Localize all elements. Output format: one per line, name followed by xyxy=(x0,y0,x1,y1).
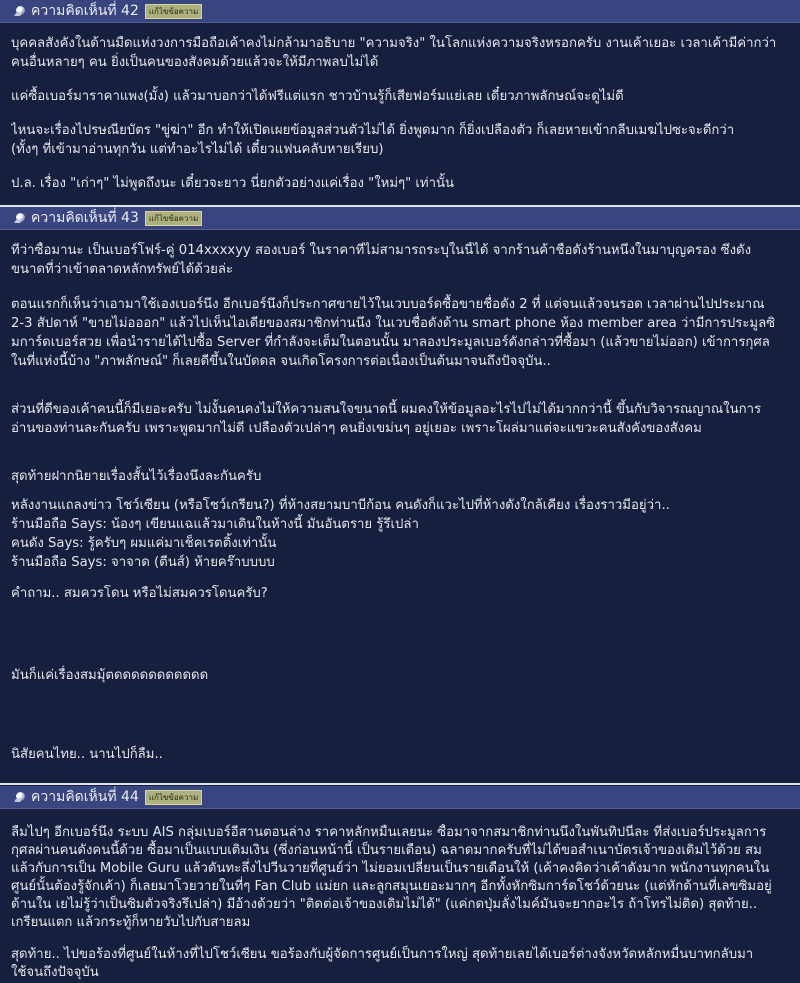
comment-line xyxy=(11,439,800,449)
comment-line: บุคคลสังคังในด้านมืดแห่งวงการมือถือเค้าคงไม่กล้ามาอธิบาย "ความจริง" ในโลกแห่งความจริงหรอกครับ งานเค้าเยอะ เวลาเค้ามีค่ากว่า xyxy=(11,36,777,51)
comment-line: ไหนจะเรื่องไปรษณียบัตร "ขู่ฆ่า" อีก ทำให้เปิดเผยข้อมูลส่วนตัวไม่ได้ ยิ่งพูดมาก ก็ยิ่งเปลืองตัว ก็เลยหายเข้ากลีบเมฆไปซะจะดีกว่า xyxy=(11,123,735,138)
comment-divider xyxy=(0,783,800,785)
comment-line: ศูนย์นั้นต้องรู้จักเค้า) ก็เลยมาโวยวายในที่ๆ Fan Club แม่ยก และลูกสมุนเยอะมากๆ อีกทั้งหักซิมการ์ดโชว์ด้วยนะ (แต่หักด้านที่เลขซิมอยู่ xyxy=(11,879,772,894)
comment-title: ความคิดเห็นที่ 43 xyxy=(31,210,139,226)
comment-bubble-icon xyxy=(15,791,27,803)
comment-line: สุดท้ายฝากนิยายเรื่องสั้นไว้เรื่องนึงละกันครับ xyxy=(11,469,262,484)
comment-line: มการ์ดเบอร์สวย เพื่อนำรายได้ไปซื้อ Server ที่กำลังจะเต็มในตอนนั้น มาลองประมูลเบอร์ดังกล่าวที่ซื้อมา (แล้วขายไม่ออก) เข้าการกุศล xyxy=(11,335,770,350)
comment-line xyxy=(11,646,800,667)
comment-line: ขนาดที่ว่าเข้าตลาดหลักทรัพย์ได้ด้วยล่ะ xyxy=(11,262,234,277)
comment-line: คนดัง Says: รู้ครับๆ ผมแค่มาเช็คเรตติ้งเท่านั้น xyxy=(11,536,277,551)
comment-line xyxy=(11,72,800,87)
comment-line: (ทั้งๆ ที่เข้ามาอ่านทุกวัน แต่ทำอะไรไม่ได้ เดี๋ยวแฟนคลับหายเรียบ) xyxy=(11,142,384,157)
comment-line xyxy=(11,280,800,296)
comment-line: กุศลผ่านคนดังคนนี้ด้วย ซื้อมาเป็นแบบเติมเงิน (ซึ่งก่อนหน้านี้ เป็นรายเดือน) ฉลาดมากครับที่ไม่ได้ขอสำเนาบัตรเจ้าของเดิมไว้ด้วย สม xyxy=(11,843,762,858)
comment-line xyxy=(11,604,800,625)
comment-bubble-icon xyxy=(15,212,27,224)
comment-line xyxy=(11,726,800,746)
comment-line: เกรียนแตก แล้วกระทู้ก็หายวับไปกับสายลม xyxy=(11,915,251,930)
comment-line: ในที่แห่งนี้บ้าง "ภาพลักษณ์" ก็เลยดีขึ้นในบัดดล จนเกิดโครงการต่อเนื่องเป็นต้นมาจนถึงปัจจุบัน.. xyxy=(11,354,551,369)
comment-line xyxy=(11,159,800,174)
comment-line xyxy=(11,382,800,401)
edit-comment-button[interactable]: แก้ไขข้อความ xyxy=(145,4,202,19)
comment-title: ความคิดเห็นที่ 42 xyxy=(31,3,139,19)
comment-line: แล้วกับการเป็น Mobile Guru แล้วดันทะลึ่งไปวีนวายที่ศูนย์ว่า ไม่ยอมเปลี่ยนเป็นรายเดือนให้ (เค้าคงคิดว่าเค้าดังมาก พนักงานทุกคนใน xyxy=(11,861,770,876)
comment-line: ลืมไปๆ อีกเบอร์นึง ระบบ AIS กลุ่มเบอร์อีสานตอนล่าง ราคาหลักหมื่นเลยนะ ซื้อมาจากสมาชิกท่านนึงในพันทิปนี่ละ ที่ส่งเบอร์ประมูลการ xyxy=(11,825,767,840)
comment-line xyxy=(11,625,800,646)
comment-line: ด้านใน เยไม่รู้ว่าเป็นซิมตัวจริงรึเปล่า) มีอ้างด้วยว่า "ติดต่อเจ้าของเดิมไม่ได้" (แค่กดปุ่มลั่งไมค์มันจะยากอะไร ถ้าโทรไม่ติด) สุดท้าย.. xyxy=(11,897,758,912)
comment-line xyxy=(11,932,800,946)
comment-line: หลังงานแถลงข่าว โชว์เซียน (หรือโชว์เกรียน?) ที่ห้างสยามบาบีก้อน คนดังก็แวะไปที่ห้างดังใกล้เคียง เรื่องราวมีอยู่ว่า.. xyxy=(11,498,670,513)
comment-line: สุดท้าย.. ไปขอร้องที่ศูนย์ในห้างที่ไปโชว์เซียน ขอร้องกับผู้จัดการศูนย์เป็นการใหญ่ สุดท้ายเลยได้เบอร์ต่างจังหวัดหลักหมื่นบาทกลับมา xyxy=(11,947,754,962)
comment-line: ที่ว่าซื้อมานะ เป็นเบอร์โฟร์-คู่ 014xxxxyy สองเบอร์ ในราคาที่ไม่สามารถระบุในนี้ได้ จากร้านค้าชื่อดังร้านหนึ่งในมาบุญครอง ซึ่งดัง xyxy=(11,243,752,258)
comment-body xyxy=(11,824,800,983)
comment-line: ป.ล. เรื่อง "เก่าๆ" ไม่พูดถึงนะ เดี๋ยวจะยาว นี่ยกตัวอย่างแค่เรื่อง "ใหม่ๆ" เท่านั้น xyxy=(11,176,455,191)
comment-line xyxy=(11,573,800,585)
comment-header xyxy=(0,786,800,809)
comment-42 xyxy=(0,0,800,205)
comment-line: ร้านมือถือ Says: จาจาด (ตีนส์) ห้ายคร๊าบบบบ xyxy=(11,555,275,570)
comment-line xyxy=(11,487,800,497)
comment-line xyxy=(11,686,800,706)
comment-body xyxy=(11,242,800,782)
comment-line: มันก็แค่เรื่องสมมุ้ตดดดดดดดดดดด xyxy=(11,668,209,683)
comment-line: ตอนแรกก็เห็นว่าเอามาใช้เองเบอร์นึง อีกเบอร์นึงก็ประกาศขายไว้ในเวบบอร์ดซื้อขายชื่อดัง 2 ที่ แต่จนแล้วจนรอด เวลาผ่านไปประมาณ xyxy=(11,297,765,312)
comment-title: ความคิดเห็นที่ 44 xyxy=(31,789,139,805)
comment-line: ส่วนที่ดีของเค้าคนนี้ก็มีเยอะครับ ไม่งั้นคนคงไม่ให้ความสนใจขนาดนี้ ผมคงให้ข้อมูลอะไรไปไม่ได้มากกว่านี้ ขึ้นกับวิจารณญาณในการ xyxy=(11,402,762,417)
comment-header xyxy=(0,0,800,23)
comment-line: อ่านของท่านละกันครับ เพราะพูดมากไม่ดี เปลืองตัวเปล่าๆ คนยิ่งเขม่นๆ อยู่เยอะ เพราะโผล่มาแต่จะแขวะคนสังคังของสังคม xyxy=(11,421,702,436)
comment-43 xyxy=(0,207,800,782)
comment-line xyxy=(11,449,800,468)
comment-line: แค่ซื้อเบอร์มาราคาแพง(มั้ง) แล้วมาบอกว่าได้ฟรีแต่แรก ชาวบ้านรู้ก็เสียฟอร์มแย่เลย เดี๋ยวภาพลักษณ์จะดูไม่ดี xyxy=(11,89,624,104)
comment-line: ร้านมือถือ Says: น้องๆ เขียนแฉแล้วมาเดินในห้างนี้ มันอันตราย รู้รึเปล่า xyxy=(11,517,419,532)
comment-line: คำถาม.. สมควรโดน หรือไม่สมควรโดนครับ? xyxy=(11,586,268,601)
comment-line xyxy=(11,106,800,121)
comment-line: ใช้จนถึงปัจจุบัน xyxy=(11,965,99,980)
comment-44 xyxy=(0,786,800,983)
comment-line: นิสัยคนไทย.. นานไปก็ลืม.. xyxy=(11,747,163,762)
comment-line xyxy=(11,372,800,382)
comment-bubble-icon xyxy=(15,5,27,17)
comment-header xyxy=(0,207,800,230)
edit-comment-button[interactable]: แก้ไขข้อความ xyxy=(145,790,202,805)
comment-body xyxy=(11,34,800,205)
edit-comment-button[interactable]: แก้ไขข้อความ xyxy=(145,211,202,226)
comment-line: 2-3 สัปดาห์ "ขายไม่อออก" แล้วไปเห็นไอเดียของสมาชิกท่านนึง ในเวบชื่อดังด้าน smart phone ห้อง member area ว่ามีการประมูลซิ xyxy=(11,316,776,331)
comment-line: คนอื่นหลายๆ คน ยิ่งเป็นคนของสังคมด้วยแล้วจะให้มีภาพลบไม่ได้ xyxy=(11,55,379,70)
comment-line xyxy=(11,706,800,726)
